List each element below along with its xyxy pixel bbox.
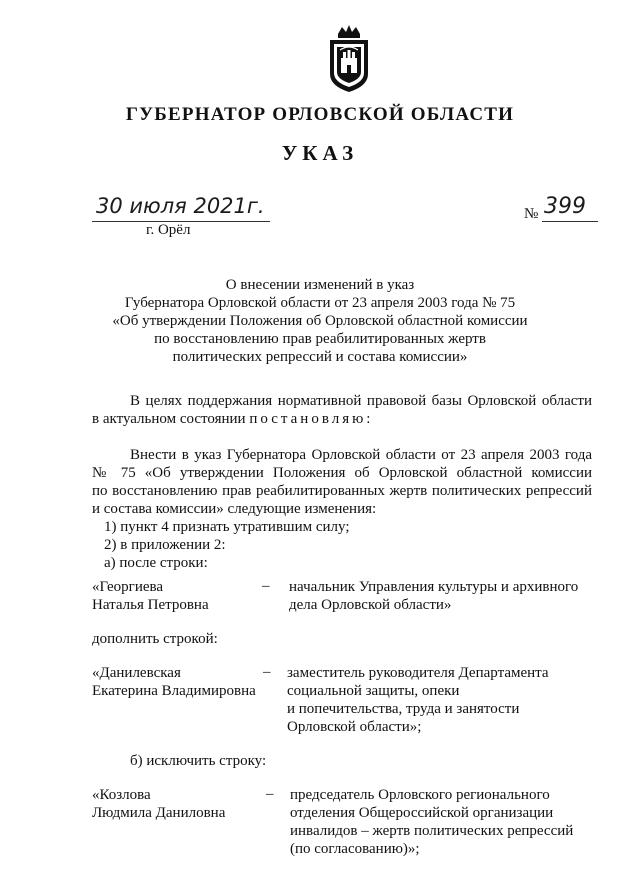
subject-line: О внесении изменений в указ: [225, 277, 415, 293]
member-position: Орловской области»;: [287, 719, 422, 735]
member-position: начальник Управления культуры и архивного: [289, 579, 579, 595]
body-line: № 75 «Об утверждении Положения об Орловской областной комиссии: [92, 465, 592, 481]
body-line: и состава комиссии» следующие изменения:: [92, 501, 377, 517]
member-position: отделения Общероссийской организации: [290, 805, 554, 821]
member-name: «Козлова: [92, 787, 151, 803]
member-position: председатель Орловского регионального: [290, 787, 550, 803]
member-position: и попечительства, труда и занятости: [287, 701, 520, 717]
member-position: инвалидов – жертв политических репрессий: [290, 823, 574, 839]
preamble-line: [92, 392, 592, 410]
preamble-text: В целях поддержания нормативной правовой базы Орловской области: [130, 393, 592, 409]
subject-line: «Об утверждении Положения об Орловской областной комиссии: [112, 313, 528, 329]
decree-subject: [60, 276, 580, 366]
preamble-text: в актуальном состоянии: [92, 411, 246, 427]
number-sign: №: [524, 206, 539, 222]
document-type: УКАЗ: [281, 141, 359, 165]
entry-dash: –: [262, 578, 270, 594]
member-name: Людмила Даниловна: [92, 805, 226, 821]
handwritten-date: 30 июля 2021г.: [96, 194, 265, 218]
body-line: [92, 446, 592, 464]
body-line: по восстановлению прав реабилитированных жертв политических репрессий: [92, 483, 592, 499]
member-name: Наталья Петровна: [92, 597, 209, 613]
body-text: Внести в указ Губернатора Орловской области от 23 апреля 2003 года: [130, 447, 592, 463]
city-label: г. Орёл: [146, 222, 191, 238]
member-name: Екатерина Владимировна: [92, 683, 256, 699]
resolve-word: постановляю:: [249, 411, 374, 427]
body-line: дополнить строкой:: [92, 631, 218, 647]
oryol-coat-of-arms-icon: [326, 24, 372, 94]
list-item: 2) в приложении 2:: [104, 537, 226, 553]
issuing-authority: ГУБЕРНАТОР ОРЛОВСКОЙ ОБЛАСТИ: [125, 104, 515, 125]
member-position: дела Орловской области»: [289, 597, 452, 613]
member-name: «Данилевская: [92, 665, 181, 681]
member-position: социальной защиты, опеки: [287, 683, 460, 699]
subject-line: по восстановлению прав реабилитированных жертв: [154, 331, 486, 347]
handwritten-number: 399: [544, 194, 586, 219]
subject-line: Губернатора Орловской области от 23 апреля 2003 года № 75: [124, 295, 516, 311]
number-underline: [542, 221, 598, 222]
preamble-line: [92, 410, 373, 428]
member-position: (по согласованию)»;: [290, 841, 420, 857]
member-position: заместитель руководителя Департамента: [287, 665, 549, 681]
entry-dash: –: [266, 786, 274, 802]
list-item: а) после строки:: [104, 555, 208, 571]
list-item: 1) пункт 4 признать утратившим силу;: [104, 519, 350, 535]
entry-dash: –: [263, 664, 271, 680]
subject-line: политических репрессий и состава комиссии»: [172, 349, 468, 365]
list-item: б) исключить строку:: [130, 753, 267, 769]
member-name: «Георгиева: [92, 579, 164, 595]
